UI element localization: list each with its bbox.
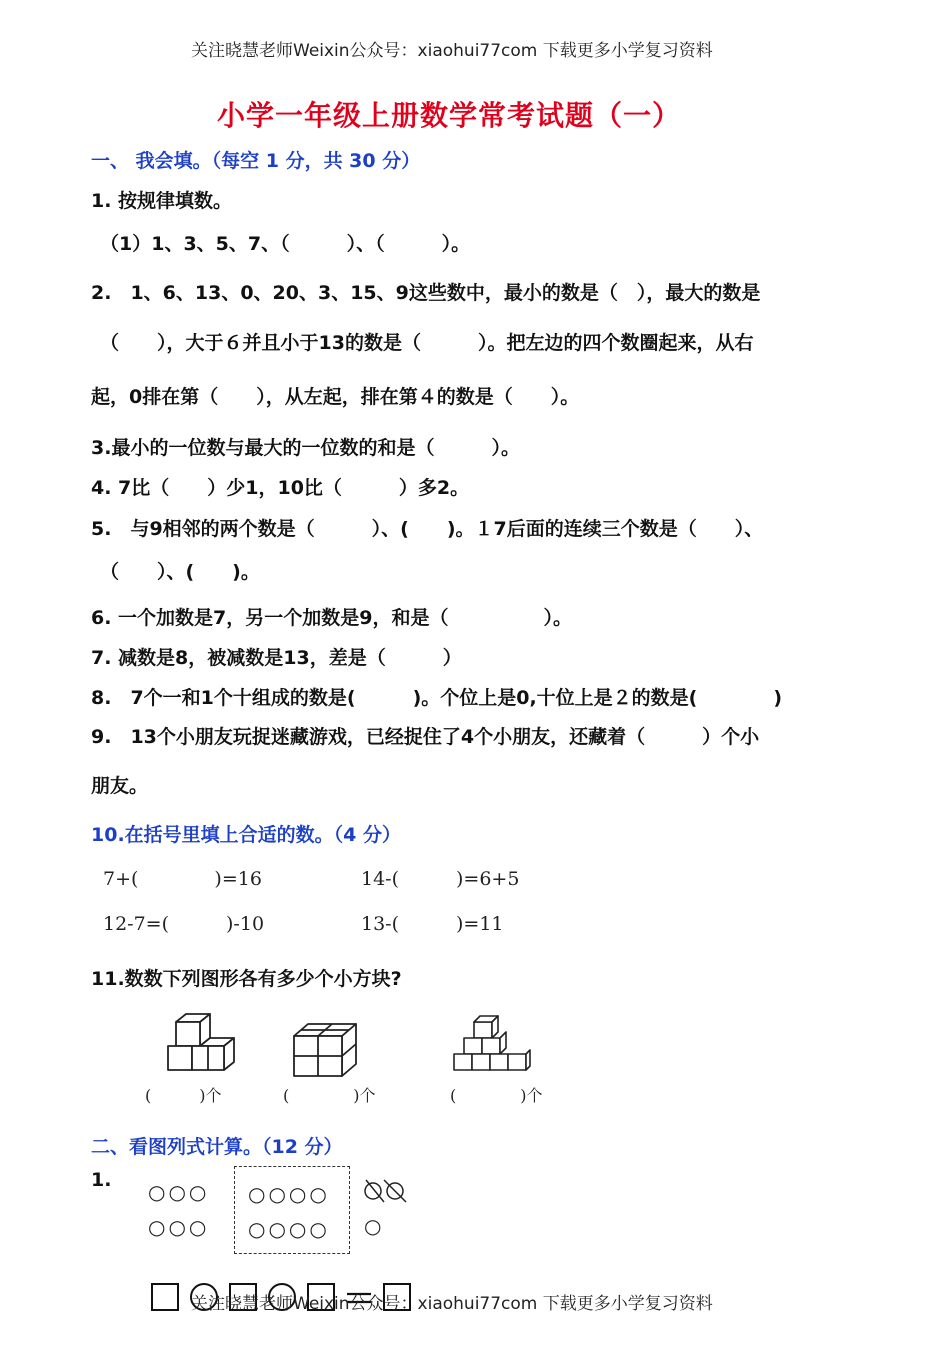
question-5-line-1: 5. 与9相邻的两个数是（ ）、( )。１7后面的连续三个数是（ ）、 bbox=[91, 518, 764, 540]
page-header-note: 关注晓慧老师Weixin公众号：xiaohui77com 下载更多小学复习资料 bbox=[191, 41, 713, 61]
question-3: 3.最小的一位数与最大的一位数的和是（ ）。 bbox=[91, 437, 520, 459]
circles-middle-row-1: ○○○○ bbox=[248, 1182, 330, 1206]
question-1-title: 1. 按规律填数。 bbox=[91, 190, 233, 212]
question-2-line-3: 起，0排在第（ ），从左起，排在第４的数是（ ）。 bbox=[91, 386, 580, 408]
section-1-heading: 一、 我会填。（每空 1 分，共 30 分） bbox=[91, 150, 421, 172]
cube-count-caption-2: ( )个 bbox=[283, 1086, 376, 1105]
question-8: 8. 7个一和1个十组成的数是( )。个位上是0,十位上是２的数是( ) bbox=[91, 687, 783, 709]
circles-left-row-2: ○○○ bbox=[148, 1215, 210, 1239]
cube-figure-2 bbox=[288, 1014, 372, 1080]
circles-left-row-1: ○○○ bbox=[148, 1180, 210, 1204]
page-footer-note: 关注晓慧老师Weixin公众号：xiaohui77com 下载更多小学复习资料 bbox=[191, 1294, 713, 1314]
question-10-equation-4: 13-( )=11 bbox=[361, 913, 504, 935]
question-10-equation-1: 7+( )=16 bbox=[103, 868, 262, 890]
question-9-line-2: 朋友。 bbox=[91, 775, 149, 797]
question-10-equation-2: 14-( )=6+5 bbox=[361, 868, 520, 890]
circle-right-row-2: ○ bbox=[364, 1214, 385, 1238]
page-title: 小学一年级上册数学常考试题（一） bbox=[217, 99, 682, 132]
cube-count-caption-3: ( )个 bbox=[450, 1086, 543, 1105]
question-2-line-2: （ ），大于６并且小于13的数是（ ）。把左边的四个数圈起来，从右 bbox=[100, 332, 754, 354]
cube-figure-3 bbox=[444, 1012, 532, 1082]
cube-count-caption-1: ( )个 bbox=[145, 1086, 222, 1105]
question-10-heading: 10.在括号里填上合适的数。（4 分） bbox=[91, 824, 401, 846]
answer-box-1[interactable] bbox=[151, 1283, 179, 1311]
question-2-line-1: 2. 1、6、13、0、20、3、15、9这些数中，最小的数是（ ），最大的数是 bbox=[91, 282, 761, 304]
question-7: 7. 减数是8，被减数是13，差是（ ） bbox=[91, 647, 462, 669]
question-11-title: 11.数数下列图形各有多少个小方块? bbox=[91, 968, 402, 990]
crossed-out-circles bbox=[362, 1176, 412, 1206]
question-9-line-1: 9. 13个小朋友玩捉迷藏游戏，已经捉住了4个小朋友，还藏着（ ）个小 bbox=[91, 726, 760, 748]
section-2-question-1-label: 1. bbox=[91, 1169, 112, 1191]
cube-figure-1 bbox=[160, 1008, 240, 1080]
question-4: 4. 7比（ ）少1，10比（ ）多2。 bbox=[91, 477, 470, 499]
circles-middle-row-2: ○○○○ bbox=[248, 1217, 330, 1241]
question-5-line-2: （ ）、( )。 bbox=[100, 561, 260, 583]
question-6: 6. 一个加数是7，另一个加数是9，和是（ ）。 bbox=[91, 607, 572, 629]
section-2-heading: 二、看图列式计算。（12 分） bbox=[91, 1136, 343, 1158]
question-1-sequence: （1）1、3、5、7、（ ）、（ ）。 bbox=[100, 233, 471, 255]
question-10-equation-3: 12-7=( )-10 bbox=[103, 913, 265, 935]
